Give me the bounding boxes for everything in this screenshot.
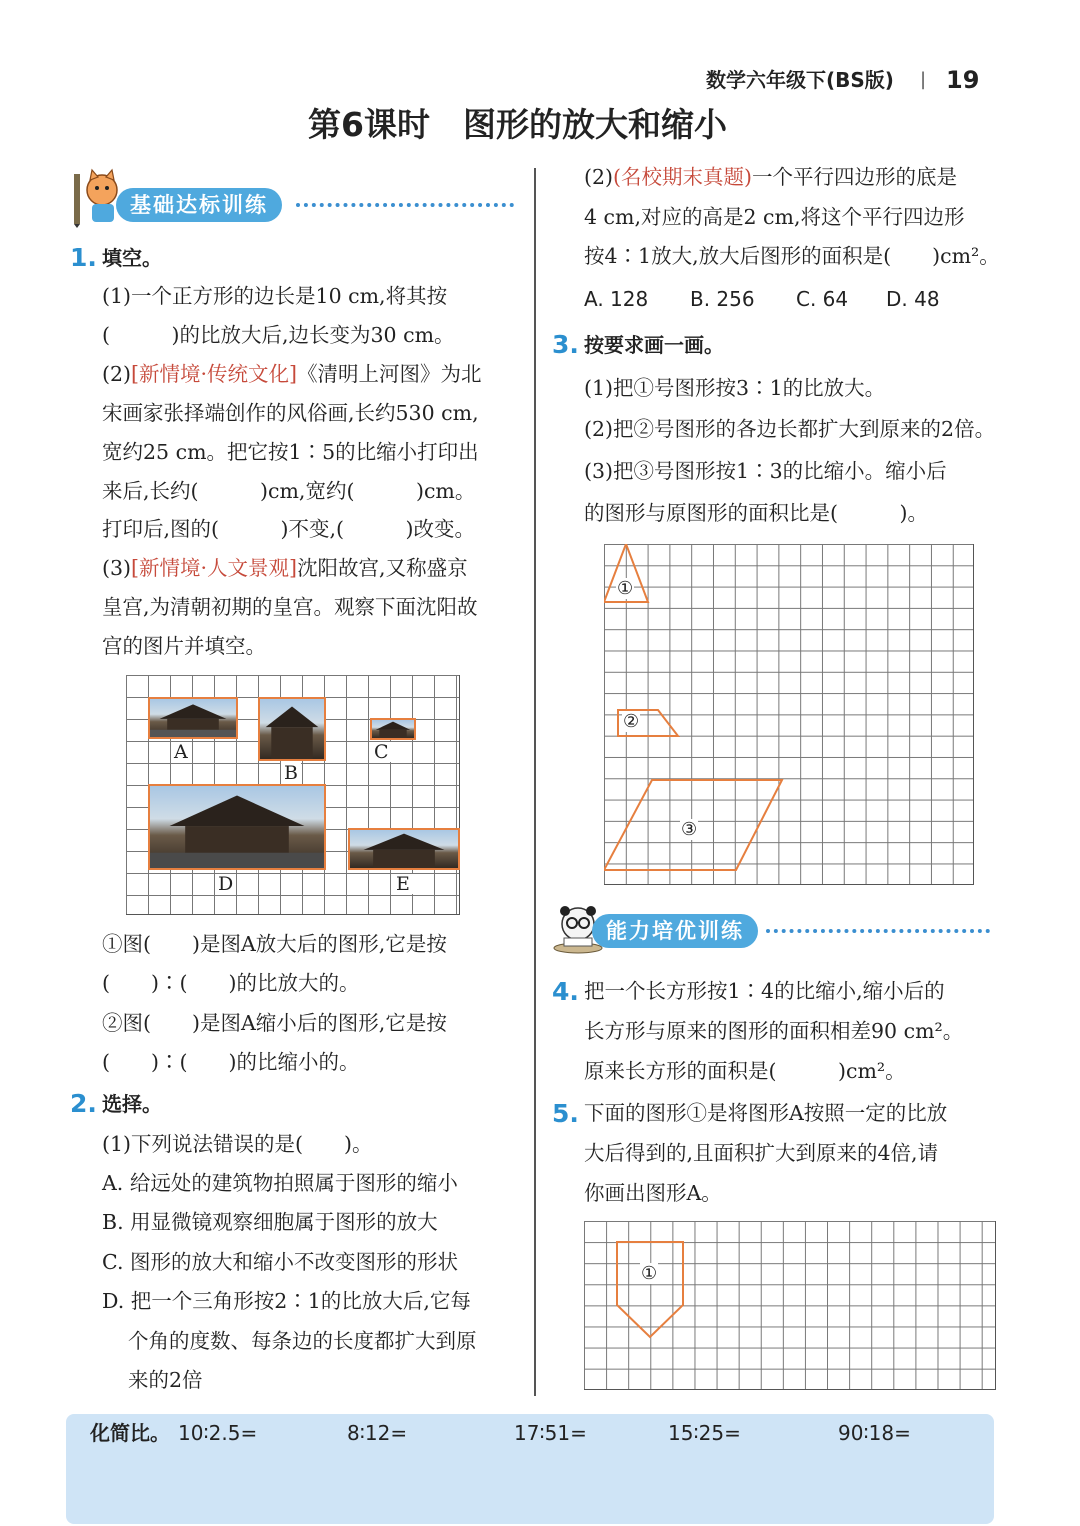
q1-p1-line2: ( )的比放大后,边长变为30 cm。	[102, 323, 455, 347]
q1-title: 填空。	[102, 246, 162, 270]
q1-p3-line3: 宫的图片并填空。	[102, 634, 266, 658]
q2-opt-d-line3: 来的2倍	[128, 1368, 203, 1392]
palace-photo-c	[370, 718, 416, 740]
q1-number: 1.	[70, 243, 97, 272]
q1-s2-line1: ②图( )是图A缩小后的图形,它是按	[102, 1011, 447, 1035]
q3-title: 按要求画一画。	[584, 333, 724, 357]
q2-choice-c: C. 64	[796, 287, 849, 311]
q3-shape-2-label: ②	[623, 711, 640, 732]
q2-opt-a: A. 给远处的建筑物拍照属于图形的缩小	[102, 1171, 458, 1195]
q1-p2-line4: 来后,长约( )cm,宽约( )cm。	[102, 479, 476, 503]
q4-line3: 原来长方形的面积是( )cm²。	[584, 1059, 906, 1083]
q3-shapes	[604, 544, 974, 885]
q2-p1-stem: (1)下列说法错误的是( )。	[102, 1132, 373, 1156]
q1-p2-line1-rest: 《清明上河图》为北	[297, 362, 482, 386]
q2-title: 选择。	[102, 1092, 162, 1116]
q3-shape-1-label: ①	[617, 578, 634, 599]
photo-label-c: C	[371, 742, 392, 762]
palace-photo-d	[148, 784, 326, 870]
section-basic-dots	[296, 203, 514, 207]
footer-item-4: 15∶25=	[668, 1421, 741, 1445]
q3-line2: (2)把②号图形的各边长都扩大到原来的2倍。	[584, 417, 996, 441]
page-number: 19	[946, 66, 980, 94]
section-basic-banner: 基础达标训练	[116, 188, 282, 222]
q2-p2-line3: 按4∶1放大,放大后图形的面积是( )cm²。	[584, 244, 1000, 268]
q3-shape-3-label: ③	[681, 819, 698, 840]
q1-p3-line1	[102, 558, 468, 579]
book-title: 数学六年级下(BS版)	[706, 68, 894, 92]
q2-p2-line1	[584, 167, 957, 188]
q1-p2-line2: 宋画家张择端创作的风俗画,长约530 cm,	[102, 401, 479, 425]
q3-line3: (3)把③号图形按1∶3的比缩小。缩小后	[584, 459, 947, 483]
q1-p1-line1: (1)一个正方形的边长是10 cm,将其按	[102, 284, 448, 308]
q5-shape-1-label: ①	[641, 1263, 658, 1284]
section-advanced-dots	[766, 929, 990, 933]
q3-line4: 的图形与原图形的面积比是( )。	[584, 501, 928, 525]
q1-s1-line2: ( )∶( )的比放大的。	[102, 971, 360, 995]
q2-p2-prefix: (2)	[584, 165, 614, 189]
palace-photo-a	[148, 697, 238, 739]
q1-p2-tag: [新情境·传统文化]	[131, 362, 298, 386]
q2-opt-c: C. 图形的放大和缩小不改变图形的形状	[102, 1250, 458, 1274]
footer-item-3: 17∶51=	[514, 1421, 587, 1445]
q5-shapes	[584, 1221, 996, 1390]
q5-number: 5.	[552, 1099, 579, 1128]
q5-line2: 大后得到的,且面积扩大到原来的4倍,请	[584, 1141, 939, 1165]
q1-p2-line3: 宽约25 cm。把它按1∶5的比缩小打印出	[102, 440, 479, 464]
q1-p2-line1	[102, 364, 482, 385]
q5-line3: 你画出图形A。	[584, 1181, 722, 1205]
photo-label-e: E	[393, 874, 413, 894]
q3-line1: (1)把①号图形按3∶1的比放大。	[584, 376, 886, 400]
q4-number: 4.	[552, 977, 579, 1006]
footer-item-1: 10∶2.5=	[178, 1421, 258, 1445]
section-advanced-banner: 能力培优训练	[592, 914, 758, 948]
q2-opt-b: B. 用显微镜观察细胞属于图形的放大	[102, 1210, 438, 1234]
photo-label-d: D	[215, 874, 236, 894]
footer-label: 化简比。	[90, 1421, 170, 1445]
q2-p2-line2: 4 cm,对应的高是2 cm,将这个平行四边形	[584, 205, 965, 229]
q2-choice-a: A. 128	[584, 287, 649, 311]
q1-p3-line1-rest: 沈阳故宫,又称盛京	[297, 556, 468, 580]
q2-choice-b: B. 256	[690, 287, 755, 311]
q4-line1: 把一个长方形按1∶4的比缩小,缩小后的	[584, 979, 945, 1003]
palace-photo-b	[258, 697, 326, 761]
q3-number: 3.	[552, 330, 579, 359]
q2-p2-line1-rest: 一个平行四边形的底是	[752, 165, 958, 189]
q1-p3-tag: [新情境·人文景观]	[131, 556, 298, 580]
q2-opt-d-line1: D. 把一个三角形按2∶1的比放大后,它每	[102, 1289, 471, 1313]
q1-s1-line1: ①图( )是图A放大后的图形,它是按	[102, 932, 447, 956]
q5-shape-1-pentagon	[617, 1242, 683, 1337]
q1-s2-line2: ( )∶( )的比缩小的。	[102, 1050, 360, 1074]
q2-opt-d-line2: 个角的度数、每条边的长度都扩大到原	[128, 1329, 477, 1353]
palace-photo-e	[348, 828, 460, 870]
q2-number: 2.	[70, 1089, 97, 1118]
lesson-title: 第6课时 图形的放大和缩小	[308, 105, 727, 144]
q1-p3-line2: 皇宫,为清朝初期的皇宫。观察下面沈阳故	[102, 595, 478, 619]
q2-choice-d: D. 48	[886, 287, 940, 311]
q5-line1: 下面的图形①是将图形A按照一定的比放	[584, 1101, 948, 1125]
footer-item-2: 8∶12=	[347, 1421, 408, 1445]
footer-item-5: 90∶18=	[838, 1421, 911, 1445]
q1-p3-prefix: (3)	[102, 556, 132, 580]
header-divider: |	[920, 69, 927, 90]
photo-label-b: B	[281, 763, 301, 783]
photo-label-a: A	[171, 742, 191, 762]
q4-line2: 长方形与原来的图形的面积相差90 cm²。	[584, 1019, 964, 1043]
q1-p2-prefix: (2)	[102, 362, 132, 386]
q2-p2-tag: (名校期末真题)	[613, 165, 753, 189]
q1-p2-line5: 打印后,图的( )不变,( )改变。	[102, 517, 476, 541]
column-divider	[534, 168, 536, 1396]
